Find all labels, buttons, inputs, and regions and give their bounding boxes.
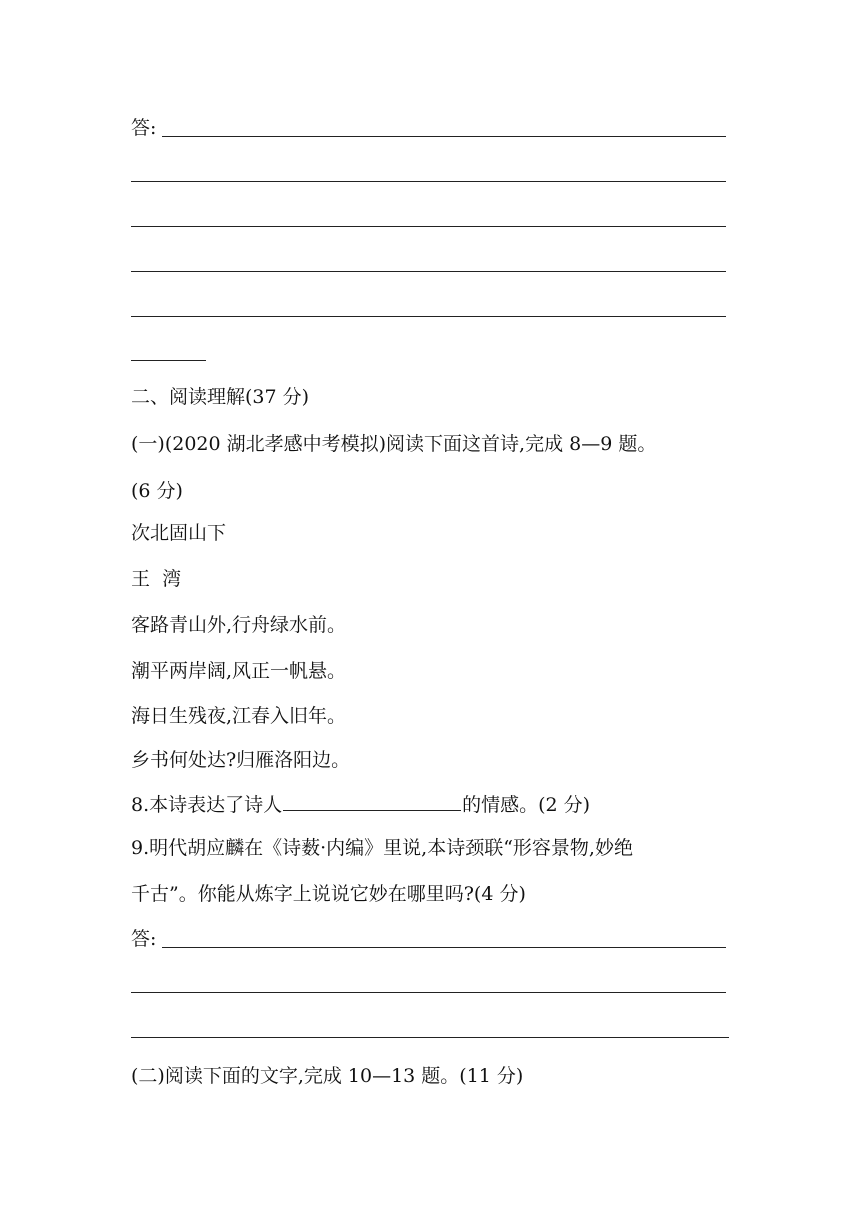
section-heading: 二、阅读理解(37 分) [131, 386, 310, 408]
poem-line: 海日生残夜,江春入旧年。 [131, 705, 347, 727]
question-9-line1: 9.明代胡应麟在《诗薮·内编》里说,本诗颈联“形容景物,妙绝 [131, 837, 633, 859]
answer-label-2: 答: [131, 928, 157, 950]
answer-line[interactable] [131, 226, 726, 227]
question-9-line2: 千古”。你能从炼字上说说它妙在哪里吗?(4 分) [131, 883, 526, 905]
answer-line[interactable] [162, 947, 726, 948]
answer-label-1: 答: [131, 117, 157, 139]
question-8 [131, 790, 590, 817]
answer-line[interactable] [131, 271, 726, 272]
fill-in-blank[interactable] [283, 790, 461, 811]
poem-author: 王 湾 [131, 568, 182, 590]
answer-line[interactable] [131, 992, 726, 993]
part1-points: (6 分) [131, 480, 183, 502]
part2-intro: (二)阅读下面的文字,完成 10—13 题。(11 分) [131, 1065, 524, 1087]
question-8-stem: 8.本诗表达了诗人 [131, 794, 283, 816]
answer-line[interactable] [131, 181, 726, 182]
poem-title: 次北固山下 [131, 522, 227, 544]
poem-line: 客路青山外,行舟绿水前。 [131, 614, 347, 636]
question-8-tail: 的情感。(2 分) [462, 794, 591, 816]
poem-line: 乡书何处达?归雁洛阳边。 [131, 749, 351, 771]
answer-line[interactable] [131, 1037, 729, 1038]
poem-line: 潮平两岸阔,风正一帆悬。 [131, 660, 347, 682]
answer-line[interactable] [131, 316, 726, 317]
answer-line[interactable] [162, 136, 726, 137]
part1-intro: (一)(2020 湖北孝感中考模拟)阅读下面这首诗,完成 8—9 题。 [131, 433, 657, 455]
answer-line-end[interactable] [131, 360, 206, 361]
